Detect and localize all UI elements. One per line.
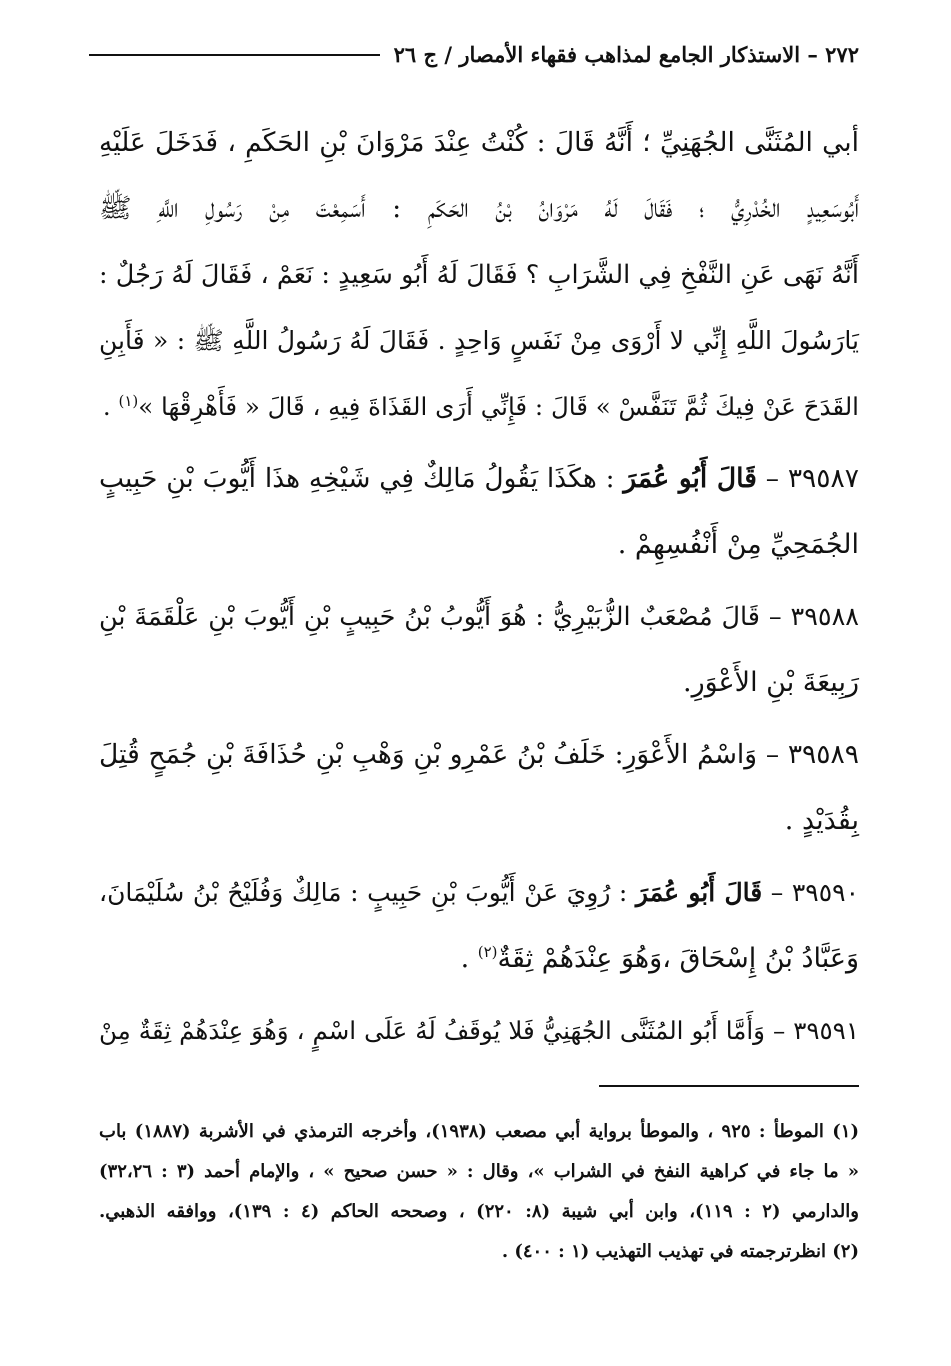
paragraph-39587-line-2: الجُمَحِيِّ مِنْ أَنْفُسِهِمْ . xyxy=(617,529,859,560)
paragraph-39589-line-1: ٣٩٥٨٩ – وَاسْمُ الأَعْوَرِ: خَلَفُ بْنُ عَمْرِو بْنِ وَهْبِ بْنِ حُذَافَةَ بْنِ جُمَحٍ قُتِلَ xyxy=(99,739,859,770)
footnote-1-line-1: (١) الموطأ : ٩٢٥ ، والموطأ برواية أبي مصعب (١٩٣٨)، وأخرجه الترمذي في الأشربة (١٨٨٧) باب xyxy=(99,1121,859,1142)
paragraph-39588-line-1: ٣٩٥٨٨ – قَالَ مُصْعَبٌ الزُّبَيْرِيُّ : هُوَ أَيُّوبُ بْنُ حَبِيبٍ بْنِ أَيُّوبَ بْنِ عَلْقَمَةَ بْنِ xyxy=(99,602,859,632)
main-text xyxy=(99,110,859,1064)
paragraph-text: : هكَذَا يَقُولُ مَالِكٌ فِي شَيْخِهِ هذَا أَيُّوبَ بْنِ حَبِيبٍ xyxy=(99,463,624,494)
footnote-1-line-3: والدارمي (٢ : ١١٩)، وابن أبي شيبة (٨: ٢٢٠) ، وصححه الحاكم (٤ : ١٣٩)، ووافقه الذهبي. xyxy=(99,1201,859,1222)
speaker-abu-umar: قَالَ أَبُو عُمَرَ xyxy=(635,878,763,907)
footnote-separator xyxy=(599,1085,859,1087)
paragraph-number: ٣٩٥٩٠ – xyxy=(762,878,859,907)
hadith-line-1: أبي المُثَنَّى الجُهَنِيِّ ؛ أَنَّهُ قَالَ : كُنْتُ عِنْدَ مَرْوَانَ بْنِ الحَكَمِ ، فَدَخَلَ عَلَيْهِ xyxy=(99,127,859,158)
running-header xyxy=(89,40,859,70)
paragraph-39590-line-1 xyxy=(99,860,859,926)
footnote-ref-1[interactable]: (١) xyxy=(118,391,139,410)
hadith-line-3: أَنَّهُ نَهَى عَنِ النَّفْخِ فِي الشَّرَابِ ؟ فَقَالَ لَهُ أَبُو سَعِيدٍ : نَعَمْ ، فَقَالَ لَهُ رَجُلٌ : xyxy=(99,260,859,290)
hadith-end: . xyxy=(102,392,119,421)
speaker-abu-umar: قَالَ أَبُو عُمَرَ xyxy=(623,463,757,494)
paragraph-39591-line-1: ٣٩٥٩١ – وَأَمَّا أَبُو المُثَنَّى الجُهَنِيُّ فَلا يُوقَفُ لَهُ عَلَى اسْمٍ ، وَهُوَ عِنْدَهُمْ ثِقَةٌ مِنْ xyxy=(99,1016,859,1045)
hadith-line-5-text: القَدَحَ عَنْ فِيكَ ثُمَّ تَنَفَّسْ » قَالَ : فَإِنِّي أَرَى القَذَاةَ فِيهِ ، قَالَ « فَأَهْرِقْهَا » xyxy=(138,392,859,421)
paragraph-39589-line-2: بِقُدَيْدٍ . xyxy=(784,805,859,836)
footnotes xyxy=(99,1112,859,1272)
hadith-line-4: يَارَسُولَ اللَّهِ إِنِّي لا أَرْوَى مِنْ نَفَسٍ وَاحِدٍ . فَقَالَ لَهُ رَسُولُ اللَّهِ ﷺ : « فَأَبِنِ xyxy=(99,326,859,355)
paragraph-text: وَعَبَّادُ بْنُ إِسْحَاقَ ،وَهُوَ عِنْدَهُمْ ثِقَةٌ xyxy=(497,943,859,974)
paragraph-39587-line-1 xyxy=(99,446,859,512)
paragraph-39590-line-2 xyxy=(99,926,859,992)
hadith-line-2: أَبُوسَعِيدٍ الخُدْرِيُّ ؛ فَقَالَ لَهُ مَرْوَانُ بْنُ الحَكَمِ : أَسَمِعْتَ مِنْ رَسُولِ اللَّهِ ﷺ xyxy=(99,193,859,224)
footnote-1-line-2: « ما جاء في كراهية النفخ في الشراب »، وقال : « حسن صحيح » ، والإمام أحمد (٣ : ٣٢،٢٦) xyxy=(99,1161,860,1182)
hadith-line-5 xyxy=(99,374,859,440)
footnote-2: (٢) انظرترجمته في تهذيب التهذيب (١ : ٤٠٠) . xyxy=(501,1241,859,1262)
running-title: ٢٧٢ – الاستذكار الجامع لمذاهب فقهاء الأمصار / ج ٢٦ xyxy=(393,42,859,67)
paragraph-end: . xyxy=(460,943,478,974)
footnote-ref-2[interactable]: (٢) xyxy=(477,943,498,961)
header-rule xyxy=(89,54,380,56)
paragraph-number: ٣٩٥٨٧ – xyxy=(756,463,859,494)
paragraph-39588-line-2: رَبِيعَةَ بْنِ الأَعْوَرِ. xyxy=(682,667,859,698)
paragraph-text: : رُوِيَ عَنْ أَيُّوبَ بْنِ حَبِيبٍ : مَالِكٌ وَفُلَيْحُ بْنُ سُلَيْمَانَ، xyxy=(99,878,636,907)
